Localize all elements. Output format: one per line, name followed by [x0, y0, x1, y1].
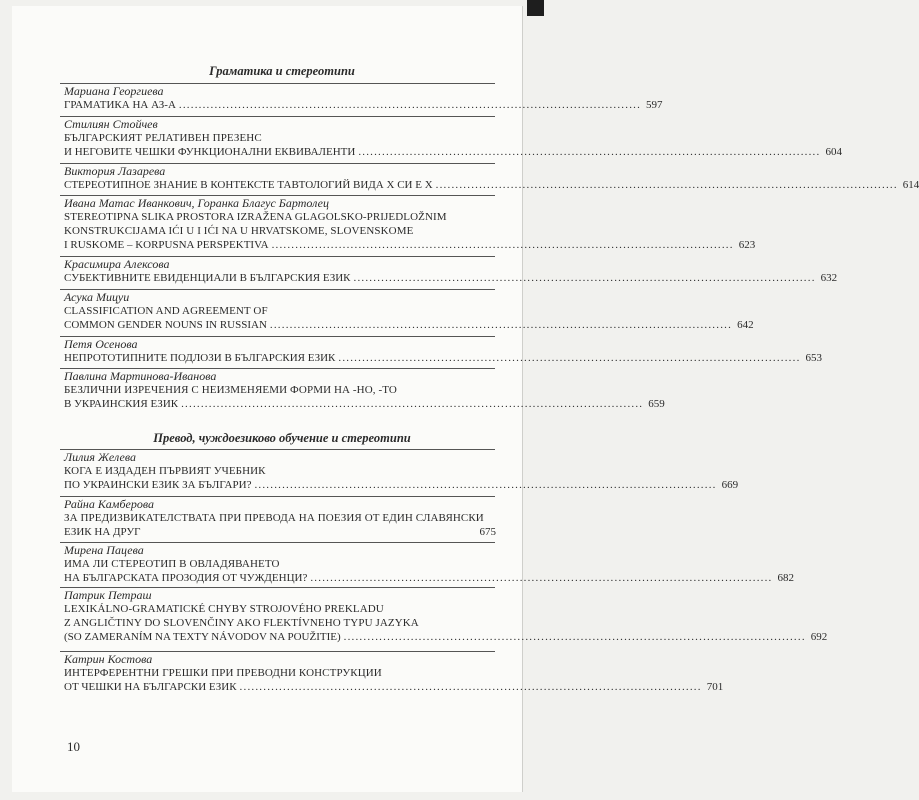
entry-author: Мариана Георгиева: [64, 84, 164, 98]
entry-title-line: Z ANGLIČTINY DO SLOVENČINY AKO FLEKTÍVNEHO TYPU JAZYKA: [64, 617, 419, 629]
entry-author: Лилия Желева: [64, 450, 136, 464]
entry-title: ПО УКРАИНСКИ ЕЗИК ЗА БЪЛГАРИ?: [64, 479, 252, 491]
entry-author: Катрин Костова: [64, 652, 153, 666]
entry-page: 623: [738, 239, 756, 251]
entry-last-line: [60, 351, 823, 365]
entry-title-line: ЗА ПРЕДИЗВИКАТЕЛСТВАТА ПРИ ПРЕВОДА НА ПОЕЗИЯ ОТ ЕДИН СЛАВЯНСКИ: [64, 512, 484, 524]
toc-entry: [60, 336, 823, 365]
entry-title-text: БЕЗЛИЧНИ ИЗРЕЧЕНИЯ С НЕИЗМЕНЯЕМИ ФОРМИ НА -НО, -ТО: [64, 384, 397, 396]
toc-entry: [60, 368, 665, 411]
entry-title: СУБЕКТИВНИТЕ ЕВИДЕНЦИАЛИ В БЪЛГАРСКИЯ ЕЗИК: [64, 272, 351, 284]
toc-entry: [60, 116, 842, 159]
entry-page: 597: [646, 99, 663, 111]
entry-last-line: [60, 145, 842, 159]
toc-entry: [60, 496, 496, 539]
toc-entry: [60, 449, 739, 492]
entry-page: 692: [810, 631, 828, 643]
entry-title-line: БЪЛГАРСКИЯТ РЕЛАТИВЕН ПРЕЗЕНС: [64, 132, 262, 144]
entry-last-line: [60, 271, 838, 285]
entry-author: Патрик Петраш: [64, 588, 152, 602]
entry-page: 653: [805, 352, 823, 364]
entry-last-line: [60, 318, 754, 332]
entry-title-line: КОГА Е ИЗДАДЕН ПЪРВИЯТ УЧЕБНИК: [64, 465, 266, 477]
entry-page: 642: [737, 319, 754, 331]
toc-entry: [60, 651, 724, 694]
entry-title: ЕЗИК НА ДРУГ: [64, 526, 141, 538]
entry-page: 675: [479, 526, 496, 538]
entry-title-line: KONSTRUKCIJAMA IĆI U I IĆI NA U HRVATSKOME, SLOVENSKOME: [64, 225, 414, 237]
entry-title-line: [60, 383, 496, 397]
entry-title: И НЕГОВИТЕ ЧЕШКИ ФУНКЦИОНАЛНИ ЕКВИВАЛЕНТИ: [64, 146, 356, 158]
toc-entry: [60, 163, 919, 192]
dot-leader: .....................................................................................................................: [343, 631, 806, 643]
entry-page: 632: [820, 272, 838, 284]
entry-last-line: [60, 630, 828, 644]
dot-leader: .....................................................................................................................: [239, 681, 702, 693]
dot-leader: .....................................................................................................................: [271, 239, 734, 251]
entry-last-line: [60, 397, 665, 411]
toc-entry: [60, 195, 756, 252]
entry-title: (SO ZAMERANÍM NA TEXTY NÁVODOV NA POUŽITIE): [64, 631, 341, 643]
entry-author: Стилиян Стойчев: [64, 117, 158, 131]
toc-entry: [60, 256, 838, 285]
entry-title: COMMON GENDER NOUNS IN RUSSIAN: [64, 319, 267, 331]
dot-leader: .....................................................................................................................: [353, 272, 816, 284]
toc-entry: [60, 587, 828, 644]
entry-title: НА БЪЛГАРСКАТА ПРОЗОДИЯ ОТ ЧУЖДЕНЦИ?: [64, 572, 308, 584]
page-number: 10: [67, 739, 80, 754]
entry-last-line: [60, 178, 919, 192]
entry-author: Мирена Пацева: [64, 543, 144, 557]
entry-title: СТЕРЕОТИПНОЕ ЗНАНИЕ В КОНТЕКСТЕ ТАВТОЛОГИЙ ВИДА Х СИ Е Х: [64, 179, 433, 191]
dot-leader: .....................................................................................................................: [358, 146, 821, 158]
section-title: Граматика и стереотипи: [209, 64, 355, 78]
entry-page: 604: [825, 146, 842, 158]
entry-title: НЕПРОТОТИПНИТЕ ПОДЛОЗИ В БЪЛГАРСКИЯ ЕЗИК: [64, 352, 336, 364]
toc-entry: [60, 83, 663, 112]
entry-author: Петя Осенова: [64, 337, 138, 351]
entry-title: I RUSKOME – KORPUSNA PERSPEKTIVA: [64, 239, 269, 251]
dot-leader: .....................................................................................................................: [254, 479, 717, 491]
entry-page: 669: [721, 479, 739, 491]
section-title: Превод, чуждоезиково обучение и стереотипи: [153, 431, 411, 445]
dot-leader: .....................................................................................................................: [435, 179, 898, 191]
entry-title: ГРАМАТИКА НА АЗ-А: [64, 99, 176, 111]
entry-title-line: LEXIKÁLNO-GRAMATICKÉ CHYBY STROJOVÉHO PREKLADU: [64, 603, 384, 615]
dot-leader: .....................................................................................................................: [269, 319, 733, 331]
entry-last-line: [60, 98, 663, 112]
entry-page: 614: [902, 179, 919, 191]
entry-last-line: [60, 238, 756, 252]
dot-leader: .....................................................................................................................: [181, 398, 644, 410]
entry-title: ОТ ЧЕШКИ НА БЪЛГАРСКИ ЕЗИК: [64, 681, 237, 693]
dot-leader: .....................................................................................................................: [310, 572, 773, 584]
entry-author: Ивана Матас Иванкович, Горанка Благус Бартолец: [64, 196, 329, 210]
entry-title-line: ИМА ЛИ СТЕРЕОТИП В ОВЛАДЯВАНЕТО: [64, 558, 280, 570]
entry-last-line: [60, 571, 795, 585]
entry-author: Асука Мицуи: [64, 290, 130, 304]
entry-last-line: [60, 478, 739, 492]
entry-last-line: [60, 680, 724, 694]
toc-section: [60, 63, 504, 79]
entry-title-line: CLASSIFICATION AND AGREEMENT OF: [64, 305, 268, 317]
entry-page: 682: [777, 572, 795, 584]
toc-entry: [60, 289, 754, 332]
entry-author: Райна Камберова: [64, 497, 154, 511]
entry-author: Красимира Алексова: [64, 257, 170, 271]
entry-title: В УКРАИНСКИЯ ЕЗИК: [64, 398, 179, 410]
entry-last-line: [60, 525, 496, 539]
entry-title-line: ИНТЕРФЕРЕНТНИ ГРЕШКИ ПРИ ПРЕВОДНИ КОНСТРУКЦИИ: [64, 667, 382, 679]
scan-corner-mark: [527, 0, 544, 16]
dot-leader: .....................................................................................................................: [178, 99, 642, 111]
entry-page: 701: [706, 681, 724, 693]
entry-author: Павлина Мартинова-Иванова: [64, 369, 217, 383]
toc-entry: [60, 542, 795, 585]
entry-title-line: STEREOTIPNA SLIKA PROSTORA IZRAŽENA GLAGOLSKO-PRIJEDLOŽNIM: [64, 211, 447, 223]
entry-author: Виктория Лазарева: [64, 164, 166, 178]
toc-section: [60, 430, 504, 446]
dot-leader: .....................................................................................................................: [338, 352, 801, 364]
entry-page: 659: [648, 398, 665, 410]
